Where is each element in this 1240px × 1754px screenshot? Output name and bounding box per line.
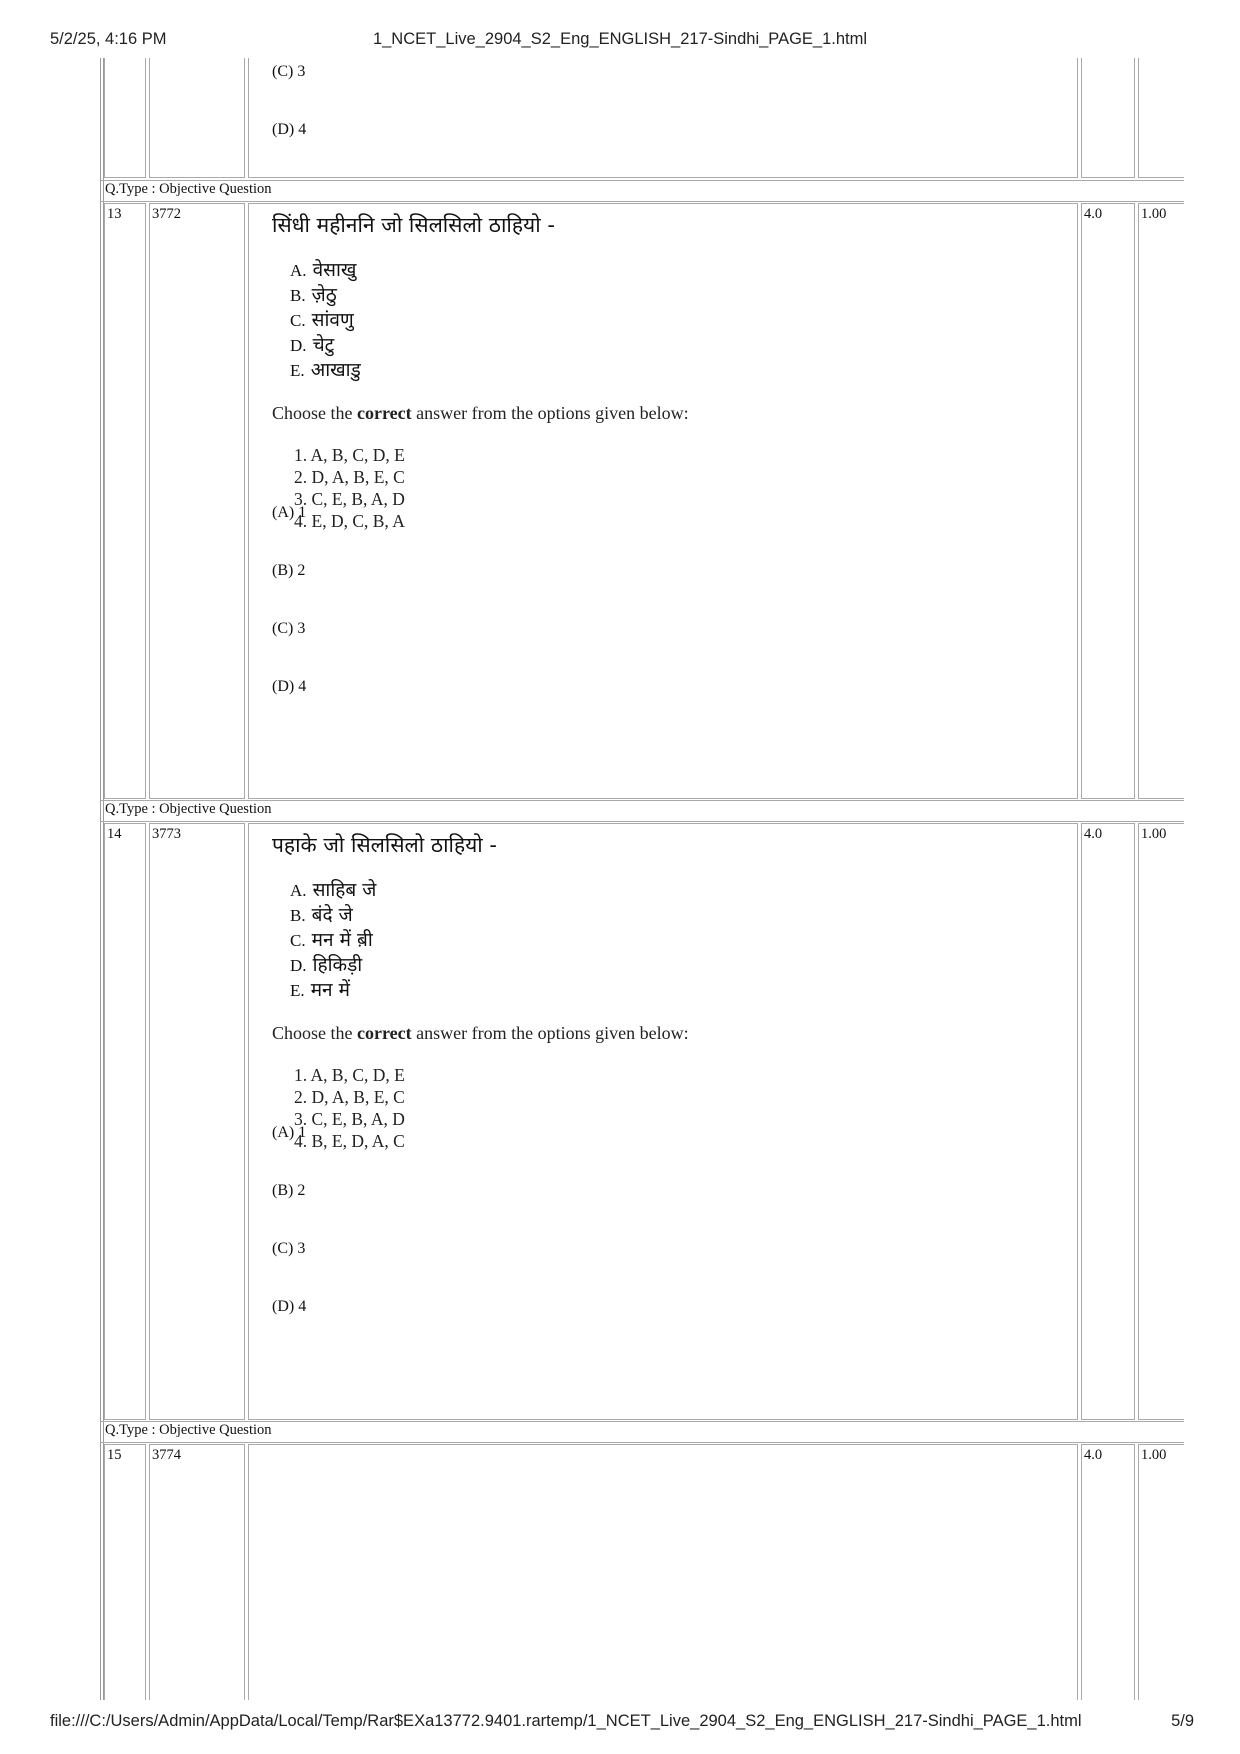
q13-negative: 1.00 — [1141, 206, 1167, 222]
combination: 1. A, B, C, D, E — [294, 1065, 405, 1085]
prev-option-c: (C) 3 — [272, 63, 306, 80]
q14-option-b: (B) 2 — [272, 1182, 306, 1199]
combination: 4. E, D, C, B, A — [294, 511, 405, 531]
statement: D. चेटु — [290, 334, 335, 356]
q15-serial: 15 — [107, 1447, 122, 1463]
q15-marks: 4.0 — [1084, 1447, 1103, 1463]
q15-id: 3774 — [152, 1447, 181, 1463]
q13-marks: 4.0 — [1084, 206, 1103, 222]
prev-cell-neg — [1138, 58, 1184, 178]
q13-serial: 13 — [107, 206, 122, 222]
prev-cell-marks — [1081, 58, 1135, 178]
row-divider — [100, 821, 1184, 822]
q14-cell-neg — [1138, 823, 1184, 1420]
q13-combinations — [294, 444, 405, 532]
table-border-left — [100, 58, 101, 1700]
q13-option-a: (A) 1 — [272, 504, 307, 521]
q14-marks: 4.0 — [1084, 826, 1103, 842]
q14-option-d: (D) 4 — [272, 1298, 307, 1315]
q14-instruction: Choose the correct answer from the options given below: — [272, 1023, 689, 1043]
statement: E. मन में — [290, 979, 350, 1001]
combination: 2. D, A, B, E, C — [294, 467, 405, 487]
q15-cell-content — [248, 1444, 1078, 1700]
q13-option-d: (D) 4 — [272, 678, 307, 695]
q13-option-c: (C) 3 — [272, 620, 306, 637]
print-title: 1_NCET_Live_2904_S2_Eng_ENGLISH_217-Sindhi_PAGE_1.html — [372, 30, 868, 48]
q14-combinations — [294, 1064, 405, 1152]
q13-id: 3772 — [152, 206, 181, 222]
q13-option-b: (B) 2 — [272, 562, 306, 579]
statement: B. बंदे जे — [290, 904, 353, 926]
statement: D. हिकिड़ी — [290, 954, 363, 976]
print-header — [0, 30, 1240, 52]
q13-cell-qid — [149, 203, 245, 799]
q14-cell-qid — [149, 823, 245, 1420]
print-footer — [0, 1712, 1240, 1734]
combination: 2. D, A, B, E, C — [294, 1087, 405, 1107]
statement: C. सांवणु — [290, 309, 354, 331]
qtype-label-15: Q.Type : Objective Question — [105, 1422, 272, 1438]
q14-statements — [290, 878, 376, 1003]
q14-id: 3773 — [152, 826, 181, 842]
qtype-label-14: Q.Type : Objective Question — [105, 801, 272, 817]
q13-statements — [290, 258, 361, 383]
statement: B. ज़ेठु — [290, 284, 337, 306]
prev-cell-sno — [104, 58, 146, 178]
statement: A. वेसाखु — [290, 259, 357, 281]
print-page-number: 5/9 — [1171, 1712, 1194, 1730]
q13-instruction: Choose the correct answer from the options given below: — [272, 403, 689, 423]
q14-option-a: (A) 1 — [272, 1124, 307, 1141]
combination: 1. A, B, C, D, E — [294, 445, 405, 465]
print-file-path: file:///C:/Users/Admin/AppData/Local/Temp/Rar$EXa13772.9401.rartemp/1_NCET_Live_2904_S2_Eng_ENGLISH_217-Sindhi_PAGE_1.html — [50, 1712, 1082, 1730]
prev-cell-content — [248, 58, 1078, 178]
q13-title: सिंधी महीननि जो सिलसिलो ठाहियो - — [272, 213, 555, 237]
prev-cell-qid — [149, 58, 245, 178]
question-table — [100, 58, 1184, 1700]
row-divider — [100, 1442, 1184, 1443]
q13-cell-marks — [1081, 203, 1135, 799]
print-datetime: 5/2/25, 4:16 PM — [50, 30, 167, 48]
prev-option-d: (D) 4 — [272, 121, 307, 138]
combination: 3. C, E, B, A, D — [294, 1109, 405, 1129]
q14-option-c: (C) 3 — [272, 1240, 306, 1257]
q15-cell-sno — [104, 1444, 146, 1700]
q14-negative: 1.00 — [1141, 826, 1167, 842]
q15-cell-marks — [1081, 1444, 1135, 1700]
statement: E. आखाडु — [290, 359, 361, 381]
q14-cell-marks — [1081, 823, 1135, 1420]
q15-negative: 1.00 — [1141, 1447, 1167, 1463]
q15-cell-neg — [1138, 1444, 1184, 1700]
row-divider — [100, 201, 1184, 202]
q14-cell-sno — [104, 823, 146, 1420]
combination: 3. C, E, B, A, D — [294, 489, 405, 509]
combination: 4. B, E, D, A, C — [294, 1131, 405, 1151]
qtype-label-13: Q.Type : Objective Question — [105, 181, 272, 197]
q13-cell-neg — [1138, 203, 1184, 799]
q14-title: पहाके जो सिलसिलो ठाहियो - — [272, 833, 497, 857]
q14-serial: 14 — [107, 826, 122, 842]
q13-cell-sno — [104, 203, 146, 799]
statement: C. मन में ब़ी — [290, 929, 373, 951]
q15-cell-qid — [149, 1444, 245, 1700]
statement: A. साहिब जे — [290, 879, 377, 901]
